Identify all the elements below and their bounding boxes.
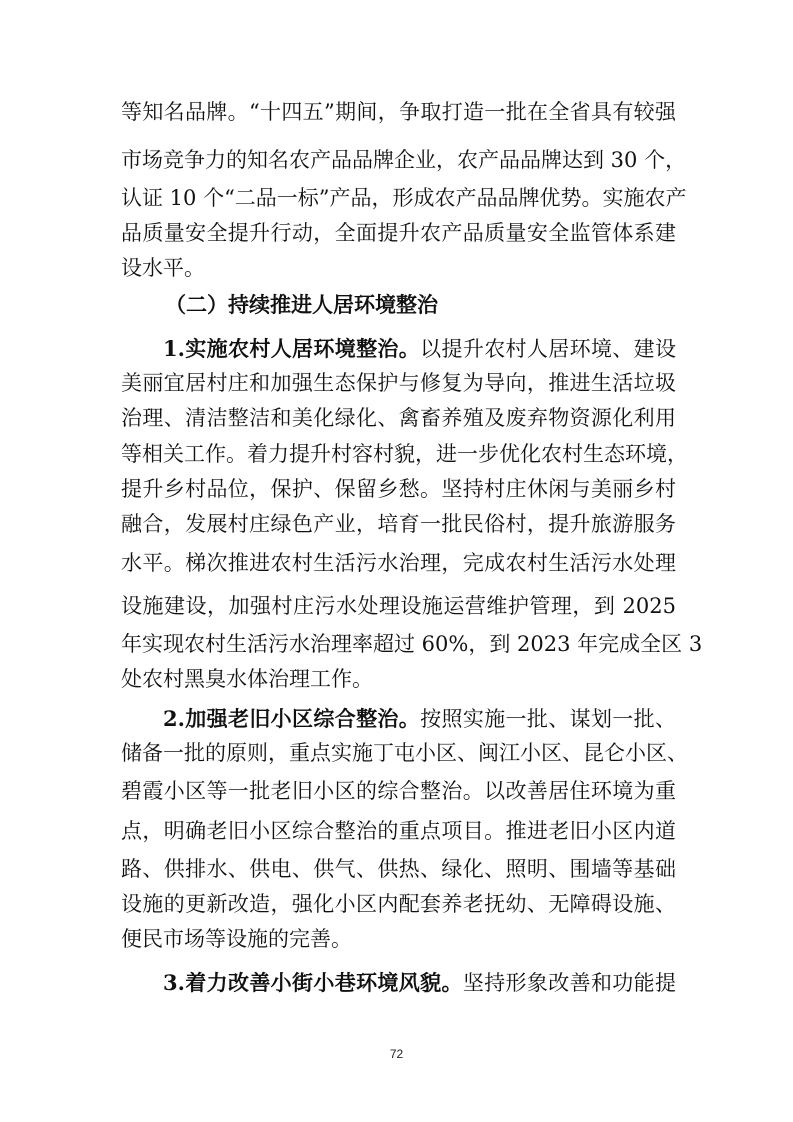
paragraph-line: 融合，发展村庄绿色产业，培育一批民俗村，提升旅游服务 bbox=[121, 512, 676, 536]
paragraph-line: 等知名品牌。“十四五”期间，争取打造一批在全省具有较强 bbox=[121, 100, 676, 124]
item-3-first-line-text: 坚持形象改善和功能提 bbox=[462, 971, 677, 995]
paragraph-line: 设施建设，加强村庄污水处理设施运营维护管理，到 2025 bbox=[121, 594, 676, 618]
paragraph-line: 品质量安全提升行动，全面提升农产品质量安全监管体系建 bbox=[121, 221, 676, 245]
paragraph-line: 美丽宜居村庄和加强生态保护与修复为导向，推进生活垃圾 bbox=[121, 371, 676, 395]
paragraph-line: 便民市场等设施的完善。 bbox=[121, 927, 352, 951]
item-2-first-line bbox=[163, 708, 676, 730]
item-1-title: 1.实施农村人居环境整治。 bbox=[163, 336, 421, 361]
paragraph-line: 等相关工作。着力提升村容村貌，进一步优化农村生态环境， bbox=[121, 442, 688, 466]
paragraph-line: 提升乡村品位，保护、保留乡愁。坚持村庄休闲与美丽乡村 bbox=[121, 477, 676, 501]
item-3-title: 3.着力改善小街小巷环境风貌。 bbox=[163, 970, 463, 995]
item-3-first-line bbox=[163, 972, 676, 994]
paragraph-line: 碧霞小区等一批老旧小区的综合整治。以改善居住环境为重 bbox=[121, 779, 676, 803]
paragraph-line: 年实现农村生活污水治理率超过 60%，到 2023 年完成全区 3 bbox=[121, 632, 703, 656]
item-2-first-line-text: 按照实施一批、谋划一批、 bbox=[420, 707, 677, 731]
paragraph-line: 市场竞争力的知名农产品品牌企业，农产品品牌达到 30 个， bbox=[121, 148, 687, 172]
section-heading: （二）持续推进人居环境整治 bbox=[165, 292, 438, 317]
item-1-first-line-text: 以提升农村人居环境、建设 bbox=[420, 337, 677, 361]
paragraph-line: 点，明确老旧小区综合整治的重点项目。推进老旧小区内道 bbox=[121, 819, 676, 843]
item-1-first-line bbox=[163, 338, 676, 360]
paragraph-line: 处农村黑臭水体治理工作。 bbox=[121, 667, 373, 691]
paragraph-line: 储备一批的原则，重点实施丁屯小区、闽江小区、昆仑小区、 bbox=[121, 741, 688, 765]
page-number: 72 bbox=[389, 1047, 404, 1061]
paragraph-line: 认证 10 个“二品一标”产品，形成农产品品牌优势。实施农产 bbox=[121, 186, 687, 210]
item-2-title: 2.加强老旧小区综合整治。 bbox=[163, 706, 421, 731]
paragraph-line: 设水平。 bbox=[121, 256, 205, 280]
paragraph-line: 路、供排水、供电、供气、供热、绿化、照明、围墙等基础 bbox=[121, 857, 676, 881]
paragraph-line: 治理、清洁整洁和美化绿化、禽畜养殖及废弃物资源化利用 bbox=[121, 406, 676, 430]
paragraph-line: 水平。梯次推进农村生活污水治理，完成农村生活污水处理 bbox=[121, 551, 676, 575]
paragraph-line: 设施的更新改造，强化小区内配套养老抚幼、无障碍设施、 bbox=[121, 892, 676, 916]
